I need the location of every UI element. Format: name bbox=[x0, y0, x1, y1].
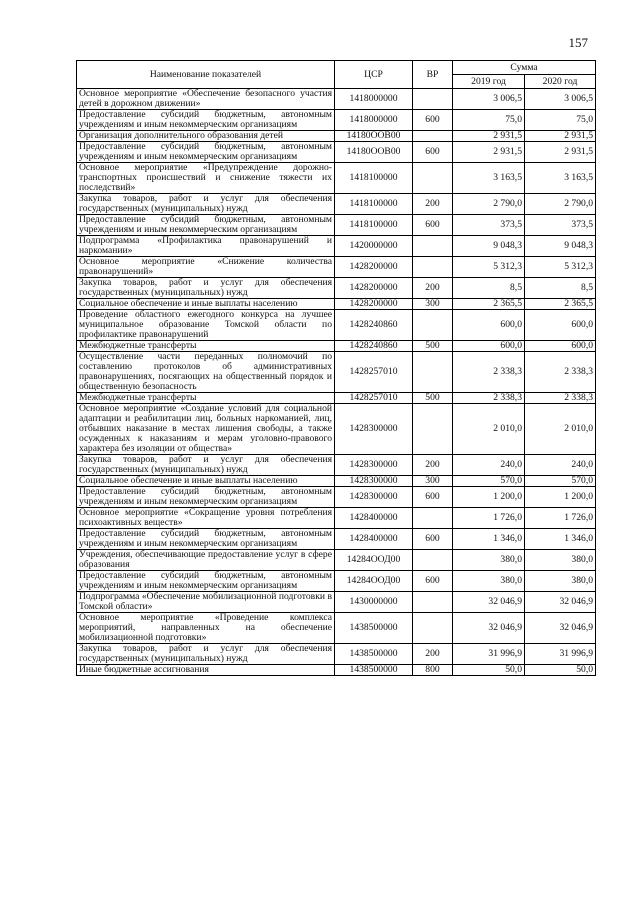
table-header bbox=[77, 61, 596, 89]
table-row bbox=[77, 110, 596, 131]
table-row bbox=[77, 310, 596, 341]
header-csr: ЦСР bbox=[335, 61, 413, 89]
cell-name: Основное мероприятие «Предупреждение дорожно-транспортных происшествий и снижение тяжести их последствий» bbox=[77, 163, 335, 194]
cell-vr bbox=[413, 310, 453, 341]
cell-name: Закупка товаров, работ и услуг для обеспечения государственных (муниципальных) нужд bbox=[77, 455, 335, 476]
cell-vr: 600 bbox=[413, 110, 453, 131]
table-row bbox=[77, 89, 596, 110]
cell-sum-2020: 2 931,5 bbox=[525, 142, 596, 163]
cell-csr: 1428257010 bbox=[335, 352, 413, 393]
cell-vr: 200 bbox=[413, 278, 453, 299]
cell-sum-2020: 2 010,0 bbox=[525, 404, 596, 455]
cell-sum-2019: 2 338,3 bbox=[453, 352, 525, 393]
cell-vr: 600 bbox=[413, 571, 453, 592]
cell-sum-2019: 2 365,5 bbox=[453, 299, 525, 310]
table-row bbox=[77, 278, 596, 299]
table-row bbox=[77, 131, 596, 142]
cell-name: Социальное обеспечение и иные выплаты населению bbox=[77, 476, 335, 487]
cell-vr: 600 bbox=[413, 142, 453, 163]
table-row bbox=[77, 352, 596, 393]
cell-csr: 14180ООВ00 bbox=[335, 131, 413, 142]
cell-csr: 1438500000 bbox=[335, 644, 413, 665]
cell-csr: 14284ООД00 bbox=[335, 571, 413, 592]
table-row bbox=[77, 508, 596, 529]
cell-csr: 1428257010 bbox=[335, 393, 413, 404]
cell-csr: 1428400000 bbox=[335, 529, 413, 550]
table-row bbox=[77, 393, 596, 404]
cell-sum-2019: 2 790,0 bbox=[453, 194, 525, 215]
cell-sum-2020: 1 726,0 bbox=[525, 508, 596, 529]
cell-csr: 1428200000 bbox=[335, 257, 413, 278]
cell-vr: 200 bbox=[413, 455, 453, 476]
cell-sum-2019: 3 006,5 bbox=[453, 89, 525, 110]
budget-table bbox=[76, 60, 596, 676]
cell-vr: 600 bbox=[413, 215, 453, 236]
cell-vr: 300 bbox=[413, 299, 453, 310]
table-row bbox=[77, 455, 596, 476]
table-row bbox=[77, 341, 596, 352]
cell-csr: 1428200000 bbox=[335, 299, 413, 310]
cell-csr: 1418000000 bbox=[335, 110, 413, 131]
cell-vr bbox=[413, 89, 453, 110]
cell-name: Подпрограмма «Обеспечение мобилизационной подготовки в Томской области» bbox=[77, 592, 335, 613]
cell-name: Предоставление субсидий бюджетным, автономным учреждениям и иным некоммерческим организациям bbox=[77, 529, 335, 550]
cell-sum-2020: 32 046,9 bbox=[525, 613, 596, 644]
cell-name: Предоставление субсидий бюджетным, автономным учреждениям и иным некоммерческим организациям bbox=[77, 215, 335, 236]
cell-sum-2019: 2 931,5 bbox=[453, 142, 525, 163]
cell-csr: 1428300000 bbox=[335, 404, 413, 455]
cell-csr: 14284ООД00 bbox=[335, 550, 413, 571]
cell-sum-2020: 1 346,0 bbox=[525, 529, 596, 550]
cell-sum-2019: 75,0 bbox=[453, 110, 525, 131]
cell-name: Осуществление части переданных полномочий по составлению протоколов об административных правонарушениях, посягающих на общественный порядок и общественную безопасность bbox=[77, 352, 335, 393]
cell-sum-2019: 5 312,3 bbox=[453, 257, 525, 278]
cell-csr: 1430000000 bbox=[335, 592, 413, 613]
cell-csr: 1428200000 bbox=[335, 278, 413, 299]
cell-sum-2020: 2 790,0 bbox=[525, 194, 596, 215]
cell-name: Предоставление субсидий бюджетным, автономным учреждениям и иным некоммерческим организациям bbox=[77, 142, 335, 163]
cell-sum-2019: 1 200,0 bbox=[453, 487, 525, 508]
cell-name: Иные бюджетные ассигнования bbox=[77, 665, 335, 676]
cell-sum-2019: 32 046,9 bbox=[453, 592, 525, 613]
cell-sum-2020: 3 163,5 bbox=[525, 163, 596, 194]
header-sum: Сумма bbox=[453, 61, 596, 75]
cell-sum-2020: 31 996,9 bbox=[525, 644, 596, 665]
cell-csr: 1428300000 bbox=[335, 487, 413, 508]
cell-vr bbox=[413, 613, 453, 644]
header-name: Наименование показателей bbox=[77, 61, 335, 89]
cell-sum-2019: 600,0 bbox=[453, 310, 525, 341]
cell-sum-2020: 2 931,5 bbox=[525, 131, 596, 142]
table-row bbox=[77, 236, 596, 257]
table-row bbox=[77, 299, 596, 310]
table-row bbox=[77, 592, 596, 613]
cell-csr: 1428240860 bbox=[335, 310, 413, 341]
cell-vr bbox=[413, 257, 453, 278]
page-number: 157 bbox=[568, 35, 588, 50]
cell-vr bbox=[413, 131, 453, 142]
cell-name: Основное мероприятие «Сокращение уровня потребления психоактивных веществ» bbox=[77, 508, 335, 529]
cell-sum-2019: 9 048,3 bbox=[453, 236, 525, 257]
table-row bbox=[77, 644, 596, 665]
table-row bbox=[77, 163, 596, 194]
cell-name: Основное мероприятие «Создание условий для социальной адаптации и реабилитации лиц, больных наркоманией, лиц, отбывших наказание в местах лишения свободы, а также осужденных к наказаниям и мерам уголовно-правового характера без изоляции от общества» bbox=[77, 404, 335, 455]
cell-vr: 200 bbox=[413, 644, 453, 665]
cell-sum-2019: 600,0 bbox=[453, 341, 525, 352]
cell-sum-2019: 570,0 bbox=[453, 476, 525, 487]
cell-sum-2020: 570,0 bbox=[525, 476, 596, 487]
cell-name: Организация дополнительного образования детей bbox=[77, 131, 335, 142]
table-row bbox=[77, 404, 596, 455]
cell-name: Проведение областного ежегодного конкурса на лучшее муниципальное образование Томской области по профилактике правонарушений bbox=[77, 310, 335, 341]
cell-vr: 600 bbox=[413, 529, 453, 550]
cell-sum-2019: 2 338,3 bbox=[453, 393, 525, 404]
cell-vr: 500 bbox=[413, 393, 453, 404]
cell-sum-2020: 2 365,5 bbox=[525, 299, 596, 310]
cell-sum-2020: 600,0 bbox=[525, 341, 596, 352]
cell-sum-2020: 373,5 bbox=[525, 215, 596, 236]
cell-sum-2020: 380,0 bbox=[525, 550, 596, 571]
cell-vr bbox=[413, 236, 453, 257]
cell-name: Межбюджетные трансферты bbox=[77, 341, 335, 352]
cell-name: Основное мероприятие «Проведение комплекса мероприятий, направленных на обеспечение мобилизационной подготовки» bbox=[77, 613, 335, 644]
cell-sum-2019: 373,5 bbox=[453, 215, 525, 236]
cell-sum-2019: 31 996,9 bbox=[453, 644, 525, 665]
header-year-2019: 2019 год bbox=[453, 75, 525, 89]
cell-name: Закупка товаров, работ и услуг для обеспечения государственных (муниципальных) нужд bbox=[77, 194, 335, 215]
cell-csr: 1428240860 bbox=[335, 341, 413, 352]
table-row bbox=[77, 194, 596, 215]
table-row bbox=[77, 487, 596, 508]
cell-name: Предоставление субсидий бюджетным, автономным учреждениям и иным некоммерческим организациям bbox=[77, 110, 335, 131]
cell-name: Закупка товаров, работ и услуг для обеспечения государственных (муниципальных) нужд bbox=[77, 644, 335, 665]
table-body bbox=[77, 89, 596, 676]
cell-csr: 1438500000 bbox=[335, 665, 413, 676]
cell-vr bbox=[413, 508, 453, 529]
cell-name: Учреждения, обеспечивающие предоставление услуг в сфере образования bbox=[77, 550, 335, 571]
cell-vr: 200 bbox=[413, 194, 453, 215]
cell-sum-2019: 1 346,0 bbox=[453, 529, 525, 550]
header-vr: ВР bbox=[413, 61, 453, 89]
table-row bbox=[77, 550, 596, 571]
cell-csr: 1420000000 bbox=[335, 236, 413, 257]
table-row bbox=[77, 613, 596, 644]
cell-sum-2019: 2 010,0 bbox=[453, 404, 525, 455]
cell-sum-2020: 50,0 bbox=[525, 665, 596, 676]
cell-vr bbox=[413, 163, 453, 194]
cell-sum-2020: 600,0 bbox=[525, 310, 596, 341]
cell-vr: 800 bbox=[413, 665, 453, 676]
cell-sum-2019: 3 163,5 bbox=[453, 163, 525, 194]
cell-name: Межбюджетные трансферты bbox=[77, 393, 335, 404]
cell-name: Предоставление субсидий бюджетным, автономным учреждениям и иным некоммерческим организациям bbox=[77, 487, 335, 508]
cell-vr bbox=[413, 352, 453, 393]
cell-sum-2020: 2 338,3 bbox=[525, 352, 596, 393]
cell-sum-2020: 380,0 bbox=[525, 571, 596, 592]
cell-vr: 300 bbox=[413, 476, 453, 487]
cell-sum-2020: 1 200,0 bbox=[525, 487, 596, 508]
cell-name: Основное мероприятие «Снижение количества правонарушений» bbox=[77, 257, 335, 278]
cell-sum-2019: 240,0 bbox=[453, 455, 525, 476]
cell-csr: 1418100000 bbox=[335, 194, 413, 215]
cell-sum-2019: 8,5 bbox=[453, 278, 525, 299]
cell-name: Закупка товаров, работ и услуг для обеспечения государственных (муниципальных) нужд bbox=[77, 278, 335, 299]
table-row bbox=[77, 215, 596, 236]
header-year-2020: 2020 год bbox=[525, 75, 596, 89]
cell-csr: 1418100000 bbox=[335, 215, 413, 236]
cell-sum-2020: 9 048,3 bbox=[525, 236, 596, 257]
table-row bbox=[77, 665, 596, 676]
cell-csr: 14180ООВ00 bbox=[335, 142, 413, 163]
cell-sum-2020: 5 312,3 bbox=[525, 257, 596, 278]
cell-vr: 500 bbox=[413, 341, 453, 352]
cell-sum-2020: 3 006,5 bbox=[525, 89, 596, 110]
cell-sum-2019: 380,0 bbox=[453, 571, 525, 592]
cell-sum-2019: 50,0 bbox=[453, 665, 525, 676]
cell-name: Социальное обеспечение и иные выплаты населению bbox=[77, 299, 335, 310]
cell-csr: 1438500000 bbox=[335, 613, 413, 644]
table-row bbox=[77, 476, 596, 487]
table-row bbox=[77, 529, 596, 550]
cell-name: Подпрограмма «Профилактика правонарушений и наркомании» bbox=[77, 236, 335, 257]
cell-sum-2020: 240,0 bbox=[525, 455, 596, 476]
cell-csr: 1418100000 bbox=[335, 163, 413, 194]
table-row bbox=[77, 257, 596, 278]
cell-sum-2020: 32 046,9 bbox=[525, 592, 596, 613]
cell-csr: 1428300000 bbox=[335, 476, 413, 487]
cell-sum-2019: 380,0 bbox=[453, 550, 525, 571]
cell-name: Основное мероприятие «Обеспечение безопасного участия детей в дорожном движении» bbox=[77, 89, 335, 110]
cell-vr: 600 bbox=[413, 487, 453, 508]
cell-sum-2019: 1 726,0 bbox=[453, 508, 525, 529]
cell-csr: 1428400000 bbox=[335, 508, 413, 529]
cell-vr bbox=[413, 550, 453, 571]
cell-sum-2019: 2 931,5 bbox=[453, 131, 525, 142]
cell-sum-2020: 2 338,3 bbox=[525, 393, 596, 404]
table-row bbox=[77, 571, 596, 592]
cell-sum-2020: 8,5 bbox=[525, 278, 596, 299]
cell-sum-2020: 75,0 bbox=[525, 110, 596, 131]
cell-csr: 1418000000 bbox=[335, 89, 413, 110]
cell-name: Предоставление субсидий бюджетным, автономным учреждениям и иным некоммерческим организациям bbox=[77, 571, 335, 592]
cell-csr: 1428300000 bbox=[335, 455, 413, 476]
cell-vr bbox=[413, 404, 453, 455]
table-row bbox=[77, 142, 596, 163]
cell-vr bbox=[413, 592, 453, 613]
cell-sum-2019: 32 046,9 bbox=[453, 613, 525, 644]
